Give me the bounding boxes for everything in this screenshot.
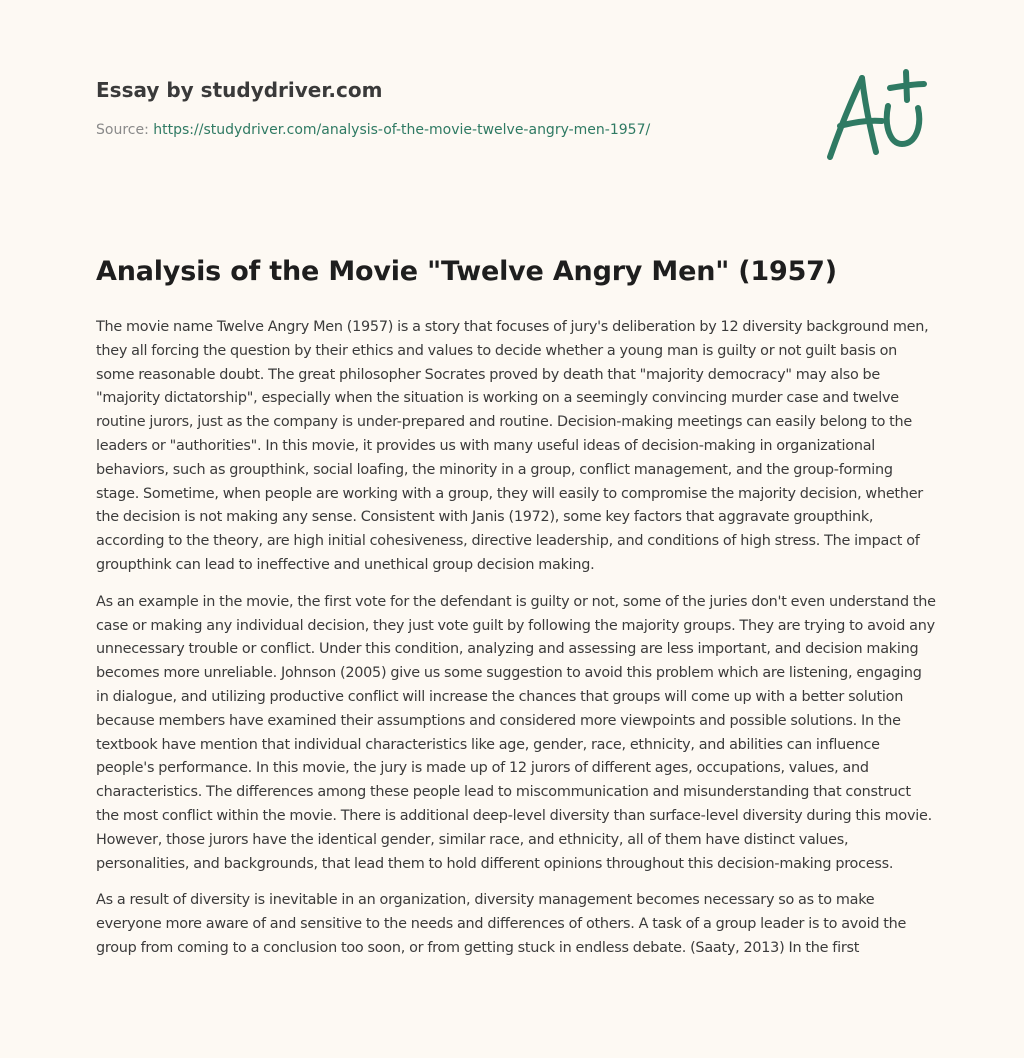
a-plus-logo-icon bbox=[818, 64, 930, 164]
essay-body bbox=[96, 316, 936, 1042]
essay-title: Analysis of the Movie "Twelve Angry Men" (1957) bbox=[96, 256, 837, 287]
essay-paragraph-3: As a result of diversity is inevitable in an organization, diversity management becomes necessary so as to make everyone more aware of and sensitive to the needs and differences of others. A task of a group leader is to avoid the group from coming to a conclusion too soon, or from getting stuck in endless debate. (Saaty, 2013) In the first bbox=[96, 892, 907, 956]
site-title: Essay by studydriver.com bbox=[96, 78, 383, 102]
page-header bbox=[96, 74, 736, 140]
source-link[interactable]: https://studydriver.com/analysis-of-the-movie-twelve-angry-men-1957/ bbox=[153, 122, 651, 138]
source-label: Source: bbox=[96, 122, 149, 138]
essay-paragraph-2: As an example in the movie, the first vote for the defendant is guilty or not, some of the juries don't even understand the case or making any individual decision, they just vote guilt by following the majority groups. They are trying to avoid any unnecessary trouble or conflict. Under this condition, analyzing and assessing are less important, and decision making becomes more unreliable. Johnson (2005) give us some suggestion to avoid this problem which are listening, engaging in dialogue, and utilizing productive conflict will increase the chances that groups will come up with a better solution because members have examined their assumptions and considered more viewpoints and possible solutions. In the textbook have mention that individual characteristics like age, gender, race, ethnicity, and abilities can influence people's performance. In this movie, the jury is made up of 12 jurors of different ages, occupations, values, and characteristics. The differences among these people lead to miscommunication and misunderstanding that construct the most conflict within the movie. There is additional deep-level diversity than surface-level diversity during this movie. However, those jurors have the identical gender, similar race, and ethnicity, all of them have distinct values, personalities, and backgrounds, that lead them to hold different opinions throughout this decision-making process. bbox=[96, 593, 936, 872]
source-line bbox=[96, 120, 736, 140]
essay-paragraph-1: The movie name Twelve Angry Men (1957) is a story that focuses of jury's deliberation by 12 diversity background men, they all forcing the question by their ethics and values to decide whether a young man is guilty or not guilt basis on some reasonable doubt. The great philosopher Socrates proved by death that "majority democracy" may also be "majority dictatorship", especially when the situation is working on a seemingly convincing murder case and twelve routine jurors, just as the company is under-prepared and routine. Decision-making meetings can easily belong to the leaders or "authorities". In this movie, it provides us with many useful ideas of decision-making in organizational behaviors, such as groupthink, social loafing, the minority in a group, conflict management, and the group-forming stage. Sometime, when people are working with a group, they will easily to compromise the majority decision, whether the decision is not making any sense. Consistent with Janis (1972), some key factors that aggravate groupthink, according to the theory, are high initial cohesiveness, directive leadership, and conditions of high stress. The impact of groupthink can lead to ineffective and unethical group decision making. bbox=[96, 319, 929, 573]
